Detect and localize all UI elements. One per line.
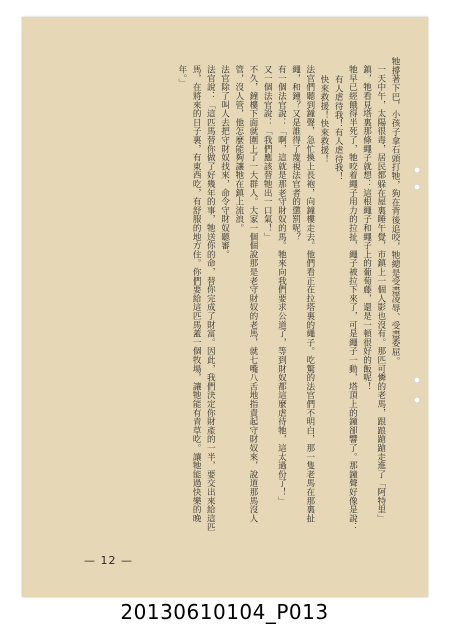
paragraph: 牠早已經餓得半死了，牠咬着繩子用力的拉扯，繩子被拉下來了，可是繩子一動，塔頂上的鐘卻響了。那鐘聲好像是說：	[347, 65, 358, 532]
paragraph: 法官們聽到鐘聲，急忙換上長袍，向鐘樓走去。他們看正在拉塔裏的繩子。吃驚的法官們不明白，那一隻老馬在那裏扯繩，和鐘？又是誰得了蔑視法官者的懲罰呢？	[290, 65, 315, 523]
paragraph: 法官說：「這匹馬替你做了好幾年的事，牠送你的命，替你完成了財富。因此，我們決定你財產的一半，要交出來給這匹馬，在將來的日子裏，有東西吃，有舒服的地方住。你們要給這匹馬蓋一個牧場，讓牠能有青草吃。讓牠能過快樂的晚年。」	[176, 65, 216, 532]
binding-hole	[414, 167, 420, 173]
bell-quote: 快來救援！快來救援！	[318, 75, 329, 163]
binding-hole	[414, 184, 420, 190]
paragraph: 不久，鐘樓下面就圍上了一大群人。大家一個個說那是老守財奴的老馬，就七嘴八舌地指責起守財奴來，說道那馬沒人管，沒人管，他怎麼能夠讓牠在鎮上流浪。	[233, 65, 258, 523]
paragraph: 又一個法官說：「我們應該替牠出一口氣！」	[262, 65, 273, 241]
binding-hole	[414, 397, 420, 403]
paragraph: 法官除了叫人去把守財奴找來，命令守財奴聽審。	[219, 65, 230, 259]
image-caption: 20130610104_P013	[120, 600, 329, 624]
binding-hole	[414, 377, 420, 383]
page-number: — 12 —	[84, 554, 133, 567]
binding-holes	[410, 17, 420, 597]
paragraph: 一天中午，太陽很毒，居民都躲在屋裏睡午覺，市鎮上一個人影也沒有。那匹可憐的老馬，跟踉蹌蹌走進了「阿特里」鎮，牠看見塔裏那條繩子就想：這根繩子和繩子上的葡萄藤，還是一頓很好的飯呢！	[361, 65, 386, 523]
paragraph: 牠撐著下巴，小孩子拿石頭打牠，狗在背後追咬，牠總是受盡凌辱、受盡委屈。	[390, 57, 400, 365]
bell-quote: 有人虐待我！有人虐待我！	[333, 75, 344, 181]
document-page	[22, 17, 428, 597]
paragraph: 有一個法官說：「啊，這就是那老守財奴的馬。牠來向我們要求公道了，等到財奴都這麼虐待牠，這太過份了！」	[276, 65, 287, 505]
vertical-text-body	[62, 57, 402, 537]
